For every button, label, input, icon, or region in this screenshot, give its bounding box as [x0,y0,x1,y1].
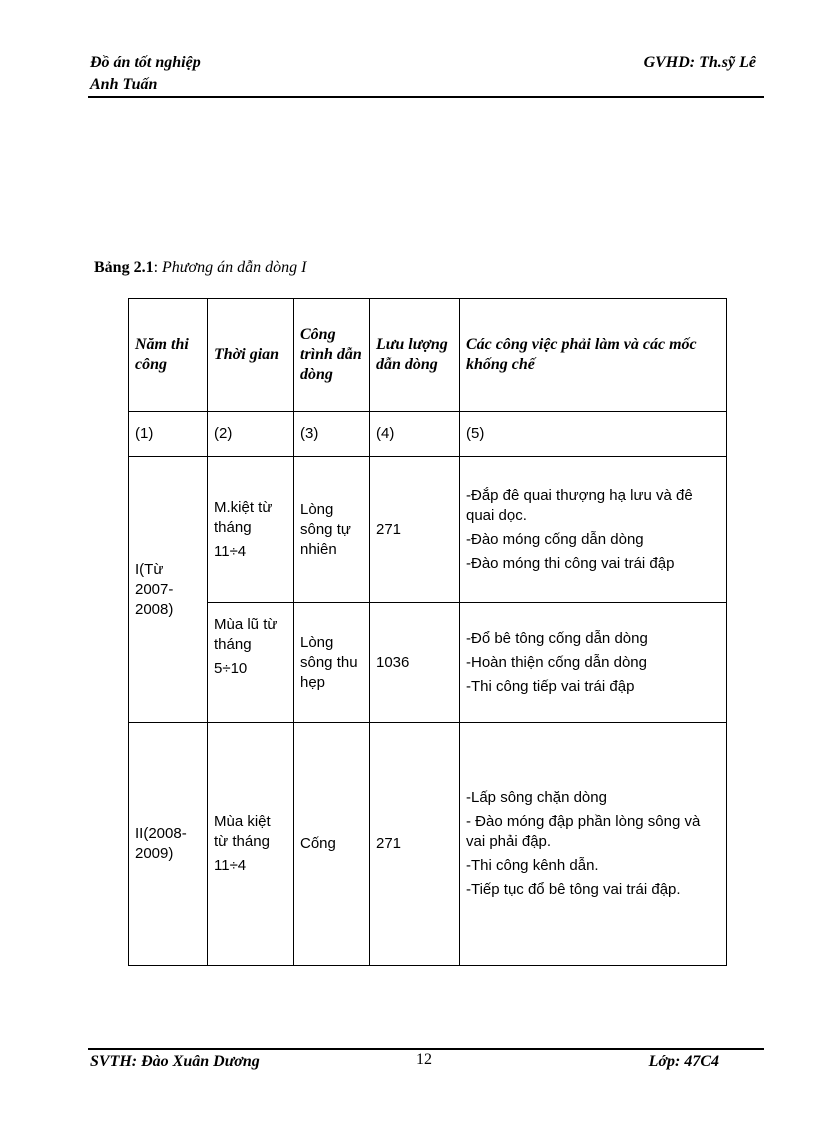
tasks-cell [460,603,727,723]
task-item: -Đổ bê tông cống dẫn dòng [466,629,648,647]
index-cell: (2) [208,412,294,457]
time-cell [208,723,294,966]
task-item: -Đào móng thi công vai trái đập [466,554,675,572]
time-cell [208,457,294,603]
index-cell: (5) [460,412,727,457]
header-divider [88,96,764,98]
table-caption [94,259,306,277]
time-cell [208,603,294,723]
index-cell: (3) [294,412,370,457]
table-row [129,457,727,603]
tasks-cell [460,723,727,966]
flow-cell: 271 [370,457,460,603]
structure-cell: Lòng sông tự nhiên [294,457,370,603]
time-text: M.kiệt từ tháng [214,498,273,536]
flow-cell: 1036 [370,603,460,723]
flow-cell: 271 [370,723,460,966]
author-name: Anh Tuấn [90,76,158,93]
time-range: 11÷4 [214,857,247,874]
page-number: 12 [416,1051,432,1068]
year-cell: I(Từ 2007-2008) [129,457,208,723]
caption-title: Phương án dẫn dòng I [162,259,307,276]
table-row [129,723,727,966]
structure-cell: Cống [294,723,370,966]
time-text: Mùa kiệt từ tháng [214,813,271,850]
header-time: Thời gian [208,299,294,412]
task-item: -Hoàn thiện cống dẫn dòng [466,653,647,671]
supervisor: GVHD: Th.sỹ Lê [643,54,756,71]
time-text: Mùa lũ từ tháng [214,616,278,653]
time-range: 5÷10 [214,660,248,677]
caption-separator: : [153,259,163,276]
caption-label: Bảng 2.1 [94,259,154,276]
task-item: -Thi công kênh dẫn. [466,857,599,874]
task-item: -Đào móng cống dẫn dòng [466,530,644,548]
tasks-cell [460,457,727,603]
header-flow: Lưu lượng dẫn dòng [370,299,460,412]
header-structure: Công trình dẫn dòng [294,299,370,412]
table-header-row [129,299,727,412]
header-year: Năm thi công [129,299,208,412]
student-name: SVTH: Đào Xuân Dương [90,1053,260,1070]
index-cell: (4) [370,412,460,457]
index-row [129,412,727,457]
footer-divider [88,1048,764,1050]
header-left [90,52,201,96]
diversion-plan-table [128,298,727,966]
task-item: -Thi công tiếp vai trái đập [466,677,635,695]
project-title: Đồ án tốt nghiệp [90,54,201,71]
task-item: -Đắp đê quai thượng hạ lưu và đê quai dọc. [466,486,693,524]
task-item: -Lấp sông chặn dòng [466,789,607,806]
index-cell: (1) [129,412,208,457]
task-item: -Tiếp tục đổ bê tông vai trái đập. [466,881,681,898]
class-code: Lớp: 47C4 [648,1053,719,1070]
year-cell: II(2008-2009) [129,723,208,966]
structure-cell: Lòng sông thu hẹp [294,603,370,723]
table-row [129,603,727,723]
task-item: - Đào móng đập phần lòng sông và vai phải đập. [466,813,701,850]
header-tasks: Các công việc phải làm và các mốc khống chế [460,299,727,412]
time-range: 11÷4 [214,542,247,560]
